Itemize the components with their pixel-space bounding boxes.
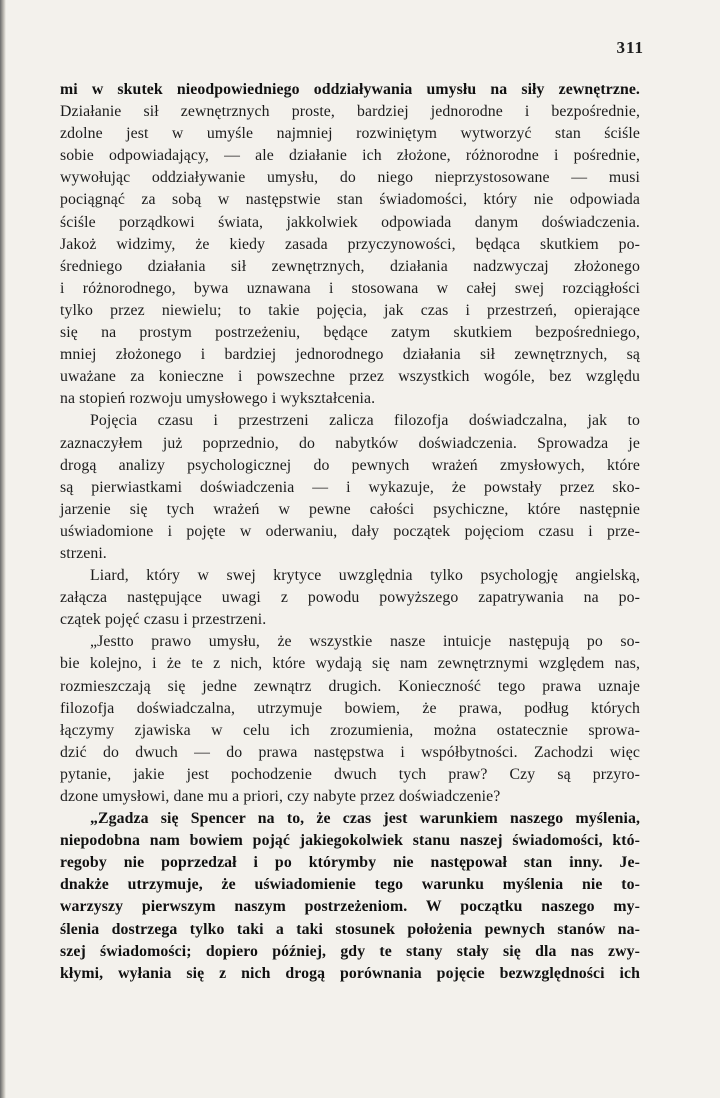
- text-line: zaznaczyłem już poprzednio, do nabytków doświadczenia. Sprowadza je: [60, 434, 640, 452]
- text-line: Działanie sił zewnętrznych proste, bardziej jednorodne i bezpośrednie,: [60, 103, 640, 121]
- text-line: mi w skutek nieodpowiedniego oddziaływania umysłu na siły zewnętrzne.: [60, 81, 640, 98]
- book-spine-shadow: [0, 0, 6, 1098]
- text-line: dzone umysłowi, dane mu a priori, czy nabyte przez doświadczenie?: [60, 788, 501, 805]
- text-line: strzeni.: [60, 544, 107, 562]
- text-line: na stopień rozwoju umysłowego i wykształcenia.: [60, 390, 376, 408]
- text-line: Liard, który w swej krytyce uwzględnia tylko psychologję angielską,: [90, 567, 640, 585]
- text-line: czątek pojęć czasu i przestrzeni.: [60, 611, 267, 629]
- text-line: jarzenie się tych wrażeń w pewne całości psychiczne, które następnie: [60, 500, 640, 518]
- text-line: mniej złożonego i bardziej jednorodnego działania sił zewnętrznych, są: [60, 346, 640, 364]
- text-line: „Zgadza się Spencer na to, że czas jest warunkiem naszego myślenia,: [90, 810, 640, 828]
- text-line: sobie odpowiadający, — ale działanie ich złożone, różnorodne i pośrednie,: [60, 147, 640, 165]
- text-line: filozofja doświadczalna, utrzymuje bowiem, że prawa, podług których: [60, 699, 640, 717]
- text-line: łączymy zjawiska w celu ich zrozumienia, można ostatecznie sprowa-: [60, 721, 640, 739]
- text-line: „Jestto prawo umysłu, że wszystkie nasze intuicje następują po so-: [90, 633, 640, 651]
- text-line: regoby nie poprzedzał i po którymby nie następował stan inny. Je-: [60, 854, 640, 872]
- text-line: rozmieszczają się jedne zewnątrz drugich. Konieczność tego prawa uznaje: [60, 677, 640, 695]
- body-text: [60, 79, 640, 985]
- text-line: średniego działania sił zewnętrznych, działania nadzwyczaj złożonego: [60, 257, 640, 275]
- text-line: ślenia dostrzega tylko taki a taki stosunek położenia pewnych stanów na-: [60, 920, 640, 938]
- text-line: Pojęcia czasu i przestrzeni zalicza filozofja doświadczalna, jak to: [90, 412, 640, 430]
- text-line: warzyszy pierwszym naszym postrzeżeniom. W początku naszego my-: [60, 898, 640, 916]
- text-line: załącza następujące uwagi z powodu powyższego zapatrywania na po-: [60, 589, 640, 607]
- text-line: się na prostym postrzeżeniu, będące zatym skutkiem bezpośredniego,: [60, 324, 640, 342]
- text-line: tylko przez niewielu; to takie pojęcia, jak czas i przestrzeń, opierające: [60, 301, 640, 319]
- text-line: dzić do dwuch — do prawa następstwa i współbytności. Zachodzi więc: [60, 743, 640, 761]
- text-line: niepodobna nam bowiem pojąć jakiegokolwiek stanu naszej świadomości, któ-: [60, 832, 640, 850]
- text-line: pociągnąć za sobą w następstwie stan świadomości, który nie odpowiada: [60, 191, 640, 209]
- page-number: 311: [616, 38, 644, 57]
- text-line: zdolne jest w umyśle najmniej rozwiniętym wytworzyć stan ściśle: [60, 125, 640, 143]
- text-line: ściśle porządkowi świata, jakkolwiek odpowiada danym doświadczenia.: [60, 213, 640, 231]
- text-line: wywołując oddziaływanie umysłu, do niego nieprzystosowane — musi: [60, 169, 640, 187]
- text-line: bie kolejno, i że te z nich, które wydają się nam zewnętrznymi względem nas,: [60, 655, 640, 673]
- text-line: szej świadomości; dopiero później, gdy te stany stały się dla nas zwy-: [60, 942, 640, 960]
- text-line: Jakoż widzimy, że kiedy zasada przyczynowości, będąca skutkiem po-: [60, 235, 640, 253]
- text-line: uważane za konieczne i powszechne przez wszystkich wogóle, bez względu: [60, 368, 640, 386]
- text-line: są pierwiastkami doświadczenia — i wykazuje, że powstały przez sko-: [60, 478, 640, 496]
- text-line: kłymi, wyłania się z nich drogą porównania pojęcie bezwzględności ich: [60, 964, 640, 982]
- text-line: dnakże utrzymuje, że uświadomienie tego warunku myślenia nie to-: [60, 876, 640, 894]
- text-line: drogą analizy psychologicznej do pewnych wrażeń zmysłowych, które: [60, 456, 640, 474]
- text-line: uświadomione i pojęte w oderwaniu, dały początek pojęciom czasu i prze-: [60, 522, 640, 540]
- text-line: i różnorodnego, bywa uznawana i stosowana w całej swej rozciągłości: [60, 279, 640, 297]
- text-line: pytanie, jakie jest pochodzenie dwuch tych praw? Czy są przyro-: [60, 765, 640, 783]
